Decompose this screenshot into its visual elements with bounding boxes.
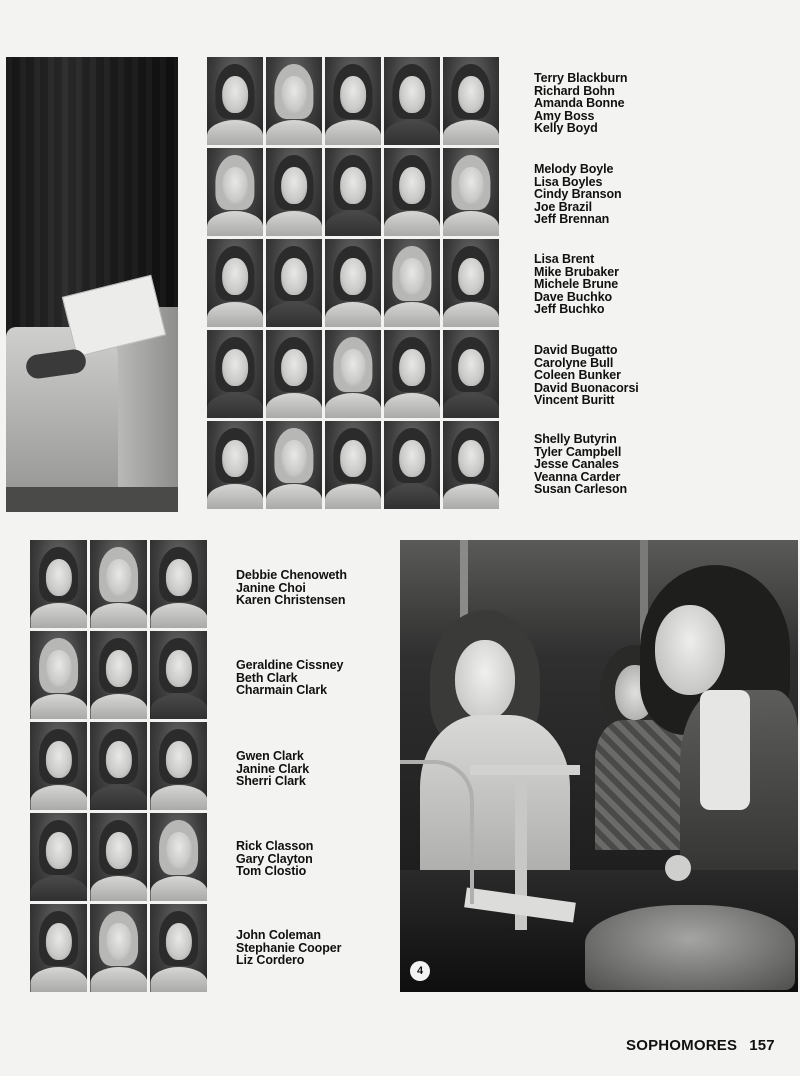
student-portrait [90, 813, 147, 901]
student-portrait [384, 421, 440, 509]
student-name: Richard Bohn [534, 83, 615, 98]
portrait-shoulders [384, 484, 440, 509]
student-portrait [207, 148, 263, 236]
portrait-shoulders [384, 393, 440, 418]
portrait-shoulders [266, 393, 322, 418]
portrait-shoulders [325, 211, 381, 236]
portrait-shoulders [90, 694, 147, 719]
student-portrait [384, 148, 440, 236]
photo-number-badge: 4 [410, 961, 430, 981]
portrait-shoulders [266, 211, 322, 236]
student-name: Mike Brubaker [534, 264, 619, 279]
candid-photo-lab [400, 540, 798, 992]
portrait-face [399, 76, 425, 113]
student-name: Lisa Brent [534, 252, 595, 266]
student-portrait [90, 722, 147, 810]
name-group-bottom-3 [236, 750, 309, 788]
student-name: Kelly Boyd [534, 121, 598, 136]
student-name: Melody Boyle [534, 162, 614, 176]
portrait-face [340, 258, 366, 295]
student-name: Geraldine Cissney [236, 658, 344, 672]
portrait-face [340, 167, 366, 204]
student-name: Gwen Clark [236, 749, 304, 763]
student-portrait [325, 57, 381, 145]
portrait-shoulders [443, 393, 499, 418]
portrait-shoulders [266, 484, 322, 509]
portrait-shoulders [325, 484, 381, 509]
section-title: SOPHOMORES [626, 1037, 738, 1054]
student-portrait [207, 239, 263, 327]
student-portrait [443, 421, 499, 509]
portrait-face [399, 349, 425, 386]
portrait-face [105, 741, 131, 778]
student-name: Susan Carleson [534, 482, 628, 497]
student-name: Dave Buchko [534, 289, 613, 304]
student-portrait [150, 904, 207, 992]
portrait-face [105, 923, 131, 960]
student-portrait [325, 421, 381, 509]
portrait-face [340, 440, 366, 477]
portrait-shoulders [90, 967, 147, 992]
name-group-bottom-4 [236, 840, 313, 878]
portrait-grid-bottom [30, 540, 207, 992]
student-portrait [207, 330, 263, 418]
student-portrait [325, 239, 381, 327]
portrait-face [45, 650, 71, 687]
student-portrait [150, 722, 207, 810]
portrait-shoulders [30, 694, 87, 719]
portrait-shoulders [90, 785, 147, 810]
portrait-face [165, 650, 191, 687]
student-name: Tom Clostio [236, 864, 307, 879]
portrait-shoulders [384, 211, 440, 236]
portrait-shoulders [207, 120, 263, 145]
portrait-shoulders [30, 876, 87, 901]
portrait-shoulders [384, 302, 440, 327]
portrait-face [222, 258, 248, 295]
portrait-face [222, 76, 248, 113]
student-portrait [150, 631, 207, 719]
student-portrait [266, 421, 322, 509]
portrait-face [458, 349, 484, 386]
student-name: Joe Brazil [534, 199, 593, 214]
student-name: John Coleman [236, 928, 321, 942]
student-name: Debbie Chenoweth [236, 568, 347, 582]
student-portrait [266, 239, 322, 327]
portrait-face [165, 559, 191, 596]
name-group-top-3 [534, 253, 619, 316]
portrait-shoulders [150, 785, 207, 810]
student-name: Karen Christensen [236, 593, 346, 608]
portrait-face [399, 440, 425, 477]
student-portrait [325, 330, 381, 418]
page-number: 157 [749, 1037, 775, 1054]
portrait-shoulders [443, 211, 499, 236]
portrait-shoulders [443, 120, 499, 145]
portrait-face [340, 349, 366, 386]
portrait-face [45, 923, 71, 960]
student-portrait [384, 330, 440, 418]
page-footer [626, 1037, 787, 1054]
portrait-face [45, 832, 71, 869]
student-name: Rick Classon [236, 839, 314, 853]
portrait-shoulders [384, 120, 440, 145]
student-name: Carolyne Bull [534, 355, 614, 370]
name-group-top-5 [534, 433, 627, 496]
portrait-shoulders [150, 876, 207, 901]
student-name: Liz Cordero [236, 953, 305, 968]
portrait-face [105, 650, 131, 687]
portrait-shoulders [30, 785, 87, 810]
student-name: Charmain Clark [236, 683, 327, 698]
portrait-face [222, 167, 248, 204]
portrait-shoulders [90, 876, 147, 901]
student-name: Veanna Carder [534, 469, 621, 484]
portrait-face [340, 76, 366, 113]
portrait-face [165, 741, 191, 778]
student-portrait [443, 239, 499, 327]
portrait-face [458, 258, 484, 295]
portrait-face [165, 832, 191, 869]
student-name: Janine Clark [236, 761, 310, 776]
student-portrait [30, 631, 87, 719]
portrait-face [165, 923, 191, 960]
student-name: Beth Clark [236, 670, 298, 685]
portrait-face [105, 559, 131, 596]
name-group-bottom-5 [236, 929, 341, 967]
student-portrait [266, 57, 322, 145]
student-portrait [90, 631, 147, 719]
student-portrait [443, 57, 499, 145]
student-name: Terry Blackburn [534, 71, 628, 85]
portrait-shoulders [325, 120, 381, 145]
student-name: Coleen Bunker [534, 368, 621, 383]
student-portrait [30, 813, 87, 901]
student-portrait [30, 904, 87, 992]
portrait-shoulders [443, 484, 499, 509]
portrait-face [281, 76, 307, 113]
name-group-bottom-1 [236, 569, 347, 607]
name-group-top-4 [534, 344, 639, 407]
portrait-face [399, 167, 425, 204]
student-name: Cindy Branson [534, 187, 622, 202]
student-name: David Bugatto [534, 343, 618, 357]
student-portrait [384, 57, 440, 145]
portrait-face [45, 741, 71, 778]
portrait-shoulders [150, 694, 207, 719]
portrait-shoulders [325, 302, 381, 327]
student-portrait [150, 813, 207, 901]
student-portrait [90, 904, 147, 992]
portrait-shoulders [443, 302, 499, 327]
portrait-shoulders [90, 603, 147, 628]
portrait-face [281, 258, 307, 295]
portrait-shoulders [207, 211, 263, 236]
student-portrait [384, 239, 440, 327]
student-name: Jeff Brennan [534, 212, 610, 227]
student-name: Gary Clayton [236, 851, 313, 866]
portrait-shoulders [207, 302, 263, 327]
portrait-shoulders [30, 603, 87, 628]
student-name: Lisa Boyles [534, 174, 603, 189]
student-portrait [207, 57, 263, 145]
portrait-grid-top [207, 57, 499, 509]
student-portrait [443, 330, 499, 418]
student-name: Vincent Buritt [534, 393, 615, 408]
student-name: David Buonacorsi [534, 380, 639, 395]
student-name: Sherri Clark [236, 774, 306, 789]
portrait-shoulders [266, 302, 322, 327]
portrait-face [281, 440, 307, 477]
portrait-face [458, 76, 484, 113]
portrait-face [45, 559, 71, 596]
portrait-face [222, 349, 248, 386]
student-portrait [325, 148, 381, 236]
name-group-bottom-2 [236, 659, 343, 697]
student-portrait [30, 540, 87, 628]
portrait-shoulders [325, 393, 381, 418]
student-name: Amanda Bonne [534, 96, 625, 111]
student-name: Jesse Canales [534, 457, 619, 472]
student-name: Amy Boss [534, 108, 595, 123]
name-group-top-1 [534, 72, 627, 135]
student-portrait [90, 540, 147, 628]
portrait-face [399, 258, 425, 295]
portrait-face [281, 349, 307, 386]
student-portrait [266, 148, 322, 236]
portrait-shoulders [150, 967, 207, 992]
student-name: Michele Brune [534, 277, 619, 292]
candid-photo-reading [6, 57, 178, 512]
student-name: Janine Choi [236, 580, 306, 595]
portrait-shoulders [150, 603, 207, 628]
portrait-shoulders [266, 120, 322, 145]
student-name: Stephanie Cooper [236, 940, 342, 955]
portrait-shoulders [207, 484, 263, 509]
student-portrait [207, 421, 263, 509]
portrait-face [458, 167, 484, 204]
portrait-face [105, 832, 131, 869]
student-name: Tyler Campbell [534, 444, 622, 459]
student-portrait [30, 722, 87, 810]
portrait-shoulders [30, 967, 87, 992]
portrait-face [222, 440, 248, 477]
student-name: Shelly Butyrin [534, 432, 617, 446]
portrait-face [281, 167, 307, 204]
student-name: Jeff Buchko [534, 302, 605, 317]
student-portrait [266, 330, 322, 418]
student-portrait [443, 148, 499, 236]
student-portrait [150, 540, 207, 628]
portrait-shoulders [207, 393, 263, 418]
name-group-top-2 [534, 163, 622, 226]
portrait-face [458, 440, 484, 477]
